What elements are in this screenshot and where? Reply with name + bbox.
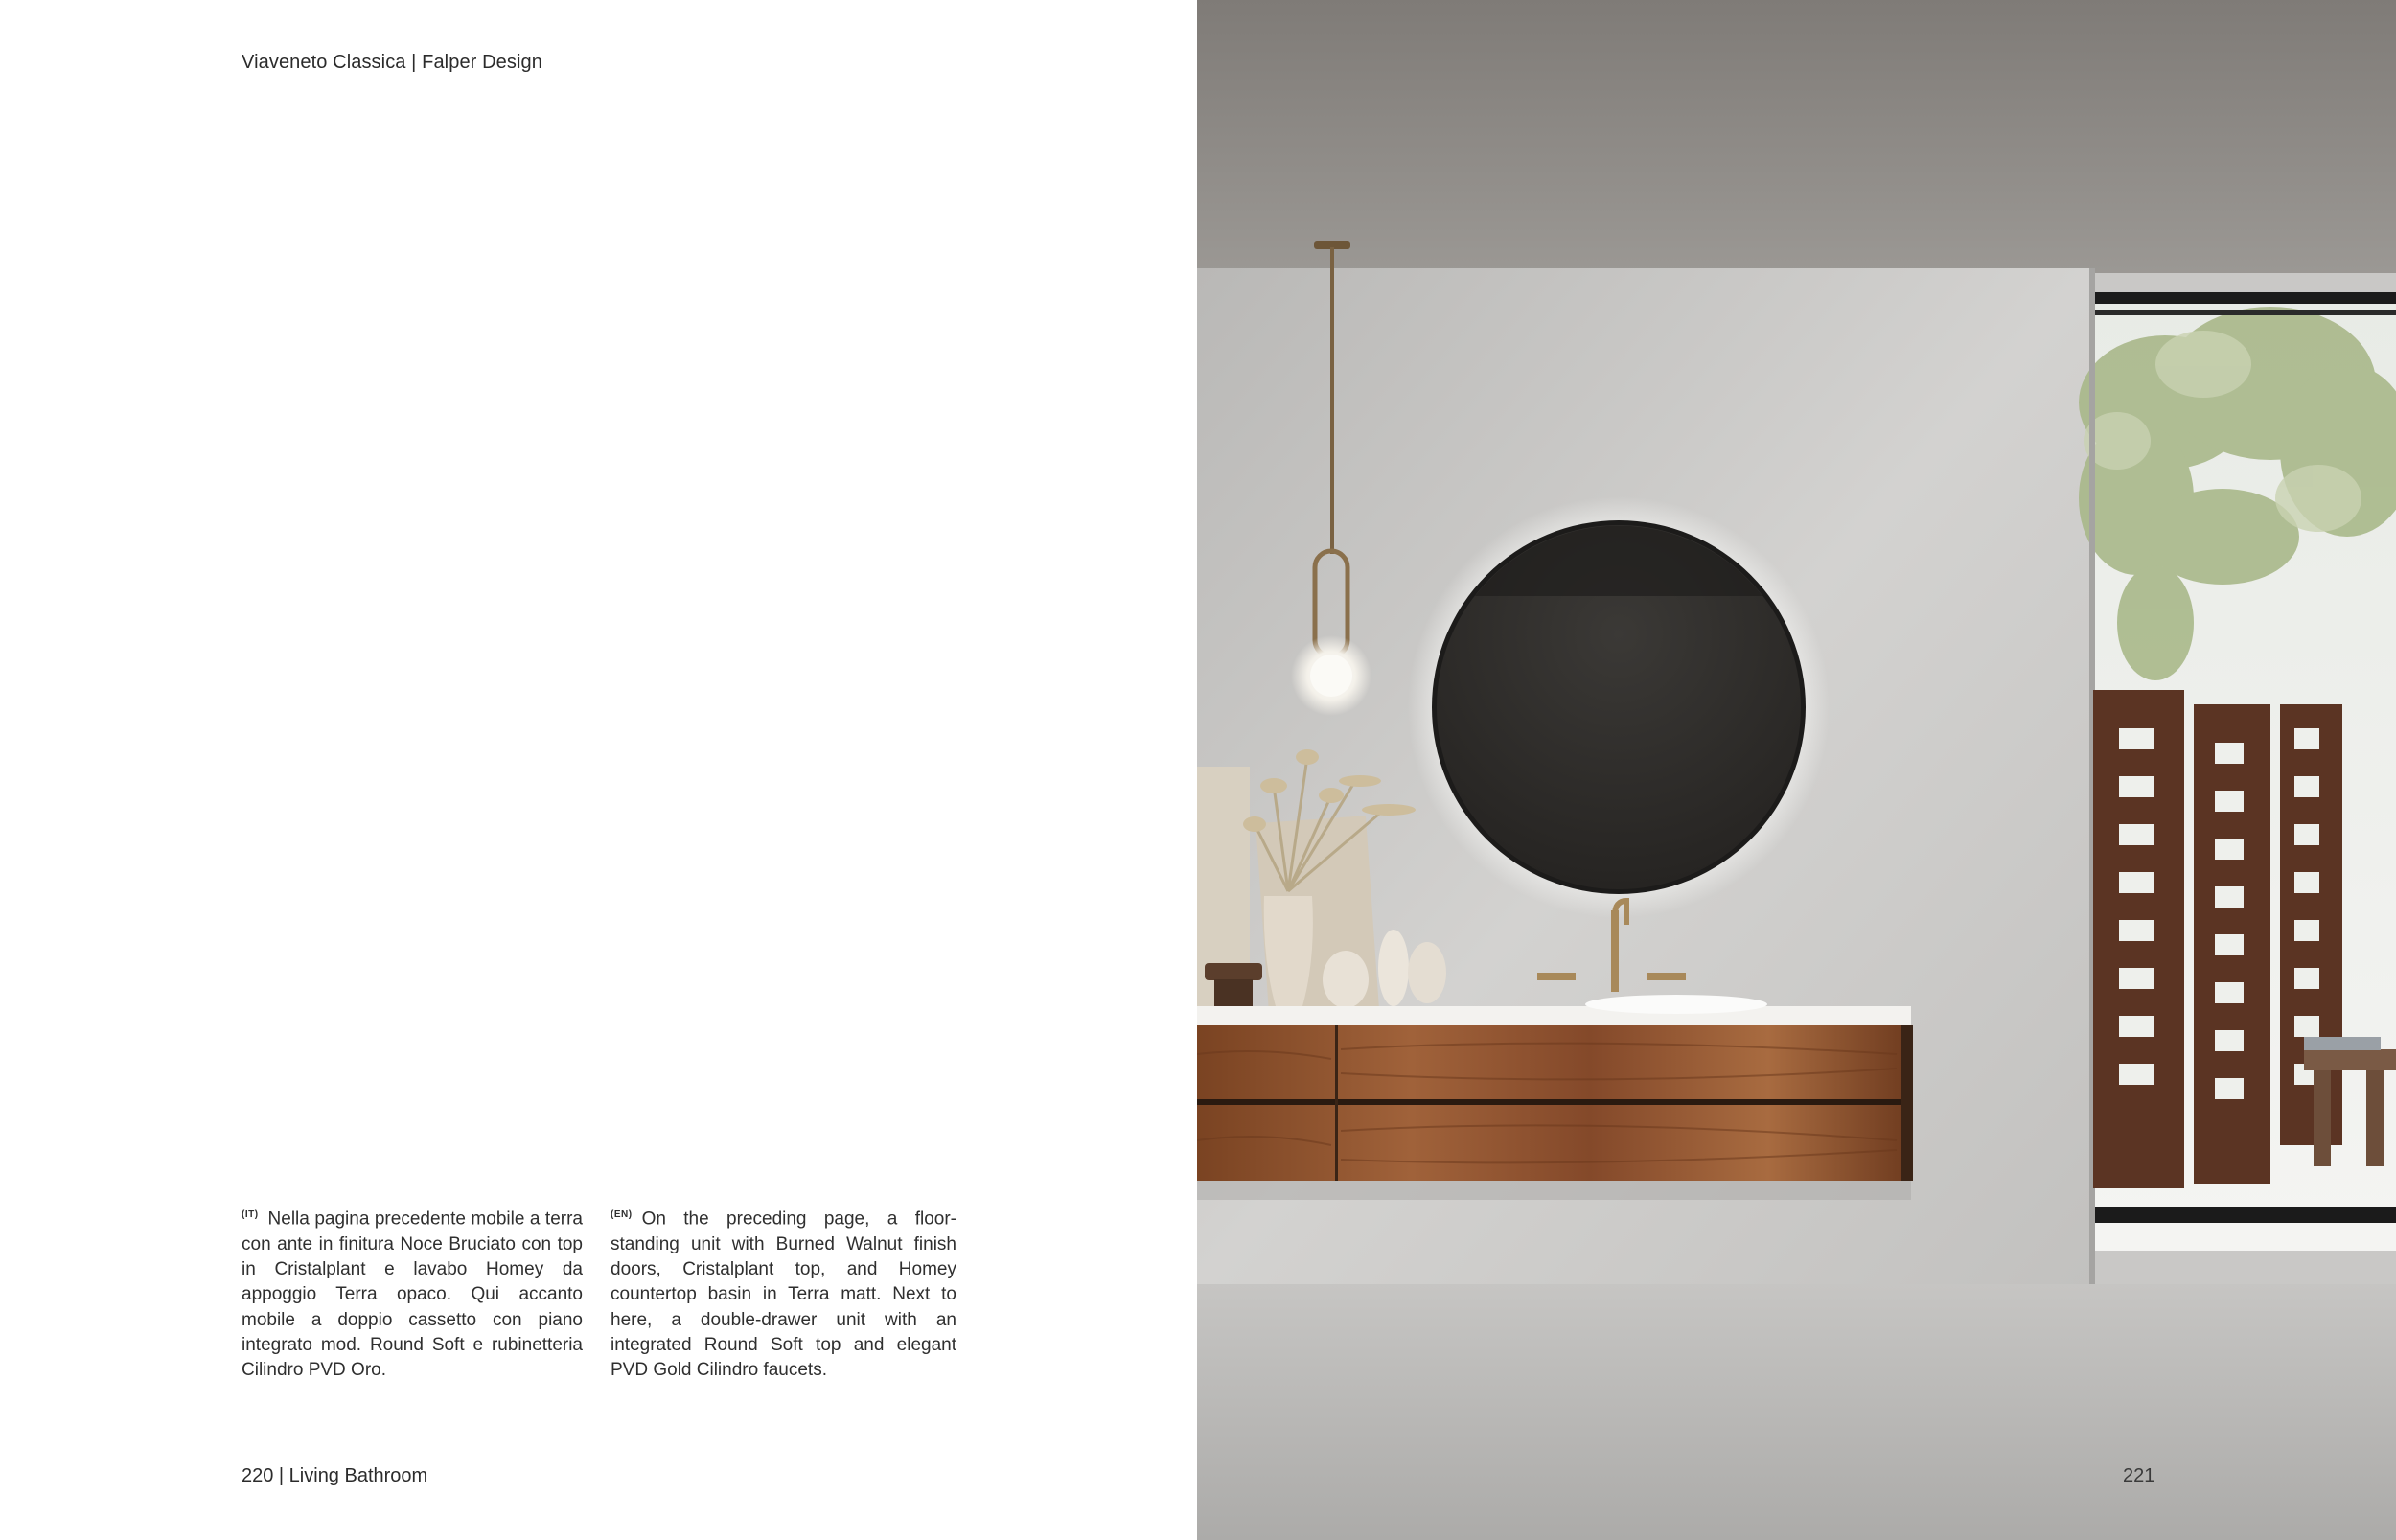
description-italian xyxy=(242,1203,583,1383)
bathroom-photo xyxy=(1197,0,2396,1540)
page-number-left: 220 | Living Bathroom xyxy=(242,1465,428,1486)
catalog-header: Viaveneto Classica | Falper Design xyxy=(242,52,542,73)
language-tag-en: (EN) xyxy=(611,1209,633,1220)
page-number-right: 221 xyxy=(2123,1465,2155,1486)
description-italian-text: Nella pagina precedente mobile a terra con ante in finitura Noce Bruciato con top in Cristalplant e lavabo Homey da appoggio Terra opaco. Qui accanto mobile a doppio cassetto con piano integrato mod. Round Soft e rubinetteria Cilindro PVD Oro. xyxy=(242,1208,583,1381)
bathroom-scene-illustration xyxy=(1197,0,2396,1540)
language-tag-it: (IT) xyxy=(242,1209,259,1220)
left-page xyxy=(0,0,1197,1540)
description-english-text: On the preceding page, a floor-standing unit with Burned Walnut finish doors, Cristalplant top, and Homey countertop basin in Terra matt. Next to here, a double-drawer unit with an integrated Round Soft top and elegant PVD Gold Cilindro faucets. xyxy=(611,1208,956,1381)
description-english xyxy=(611,1203,956,1383)
